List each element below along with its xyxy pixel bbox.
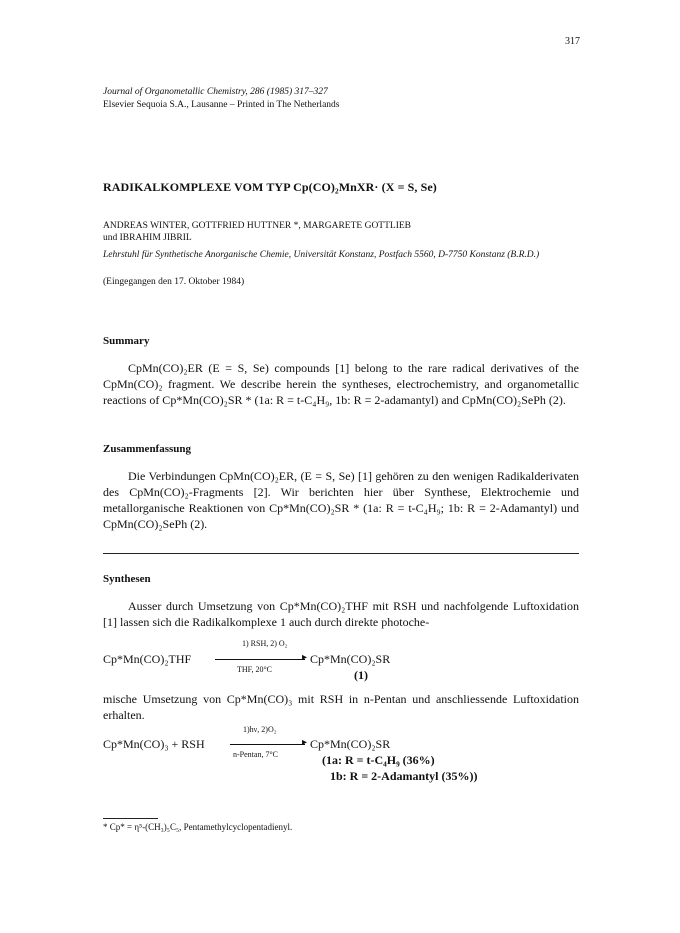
equation-2-product: Cp*Mn(CO)₂SR: [310, 737, 391, 751]
zusammenfassung-paragraph: Die Verbindungen CpMn(CO)₂ER, (E = S, Se) [1] gehören zu den wenigen Radikalderivaten des CpMn(CO)₂-Fragments [2]. Wir berichten hier über Synthese, Elektrochemie und metallorganische Reaktionen von Cp*Mn(CO)₂SR * (1a: R = t-C₄H₉; 1b: R = 2-Adamantyl) und CpMn(CO)₂SePh (2).: [103, 469, 579, 531]
equation-1-arrow: [215, 659, 305, 660]
arrow-head-icon: ▸: [302, 737, 308, 748]
synthesen-paragraph-1: [103, 598, 579, 630]
synthesen-heading: Synthesen: [103, 573, 151, 585]
synthesen-text-2: mische Umsetzung von Cp*Mn(CO)₃ mit RSH in n-Pentan und anschliessende Luftoxidation erhalten.: [103, 692, 579, 722]
author-list: [103, 220, 411, 244]
received-date: (Eingegangen den 17. Oktober 1984): [103, 277, 245, 287]
equation-1-product: Cp*Mn(CO)₂SR: [310, 652, 391, 666]
arrow-head-icon: ▸: [302, 652, 308, 663]
zusammenfassung-heading: Zusammenfassung: [103, 443, 192, 455]
equation-1-reactant: Cp*Mn(CO)₂THF: [103, 652, 192, 666]
equation-2-arrow: [230, 744, 305, 745]
footnote: * Cp* = η⁵-(CH₃)₅C₅, Pentamethylcyclopentadienyl.: [103, 822, 293, 832]
authors-line-1: ANDREAS WINTER, GOTTFRIED HUTTNER *, MARGARETE GOTTLIEB: [103, 221, 412, 231]
synthesen-paragraph-2: [103, 691, 579, 723]
equation-1-conditions: THF, 20°C: [237, 665, 273, 674]
publisher-line: Elsevier Sequoia S.A., Lausanne – Printed in The Netherlands: [103, 100, 340, 110]
equation-2-variant-a: (1a: R = t-C₄H₉ (36%): [322, 753, 435, 767]
summary-paragraph: CpMn(CO)₂ER (E = S, Se) compounds [1] belong to the rare radical derivatives of the CpMn(CO)₂ fragment. We describe herein the syntheses, electrochemistry, and organometallic reactions of Cp*Mn(CO)₂SR * (1a: R = t-C₄H₉, 1b: R = 2-adamantyl) and CpMn(CO)₂SePh (2).: [103, 361, 579, 407]
equation-1-label: (1): [354, 668, 368, 682]
summary-text: [103, 360, 579, 408]
summary-heading: Summary: [103, 335, 150, 347]
footnote-rule: [103, 818, 158, 819]
journal-header: [103, 86, 339, 112]
equation-2-reactants: Cp*Mn(CO)₃ + RSH: [103, 737, 205, 751]
authors-line-2: und IBRAHIM JIBRIL: [103, 233, 192, 243]
equation-2-variant-b: 1b: R = 2-Adamantyl (35%)): [330, 769, 478, 783]
equation-2-conditions: n-Pentan, 7°C: [233, 750, 278, 759]
article-title: RADIKALKOMPLEXE VOM TYP Cp(CO)₂MnXR· (X = S, Se): [103, 180, 437, 194]
equation-2-reagents: 1)hν, 2)O₂: [243, 725, 277, 734]
equation-1-reagents: 1) RSH, 2) O₂: [242, 639, 288, 648]
zusammenfassung-text: [103, 468, 579, 532]
affiliation: Lehrstuhl für Synthetische Anorganische Chemie, Universität Konstanz, Postfach 5560, D-7750 Konstanz (B.R.D.): [103, 250, 540, 260]
section-divider: [103, 553, 579, 554]
page-number: 317: [565, 36, 580, 47]
journal-citation: Journal of Organometallic Chemistry, 286 (1985) 317–327: [103, 87, 328, 97]
synthesen-text-1: Ausser durch Umsetzung von Cp*Mn(CO)₂THF mit RSH und nachfolgende Luftoxidation [1] lassen sich die Radikalkomplexe 1 auch durch direkte photoche-: [103, 599, 579, 629]
